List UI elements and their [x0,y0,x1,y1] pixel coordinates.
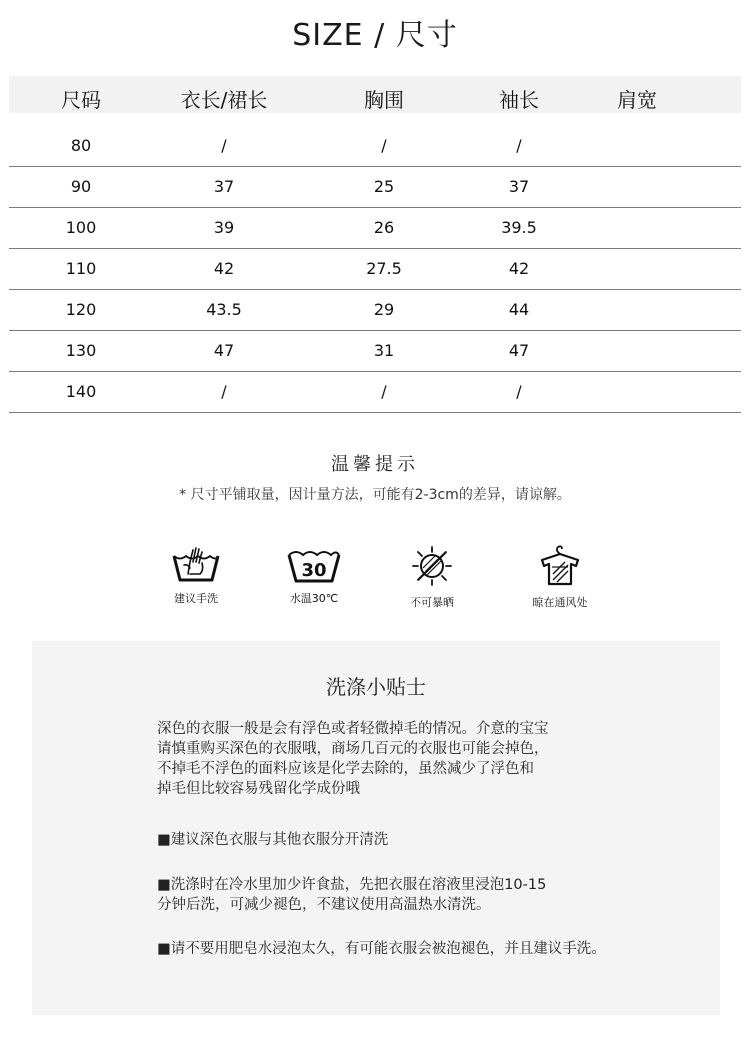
hang-dry-icon [536,544,584,588]
care-hang-dry [505,544,615,610]
wash-30-icon [286,544,342,584]
care-hand-wash [141,544,251,606]
table-cell: 44 [508,300,530,319]
care-label: 建议手洗 [174,592,218,605]
text-line: 掉毛但比较容易残留化学成份哦 [157,781,360,797]
table-cell: 100 [65,218,97,237]
table-cell: 42 [213,259,235,278]
table-cell: 120 [65,300,97,319]
size-table-header [9,76,741,113]
header-size: 尺码 [61,88,101,112]
header-sleeve: 袖长 [499,88,539,112]
table-row [9,208,741,249]
care-label: 水温30℃ [289,592,339,605]
table-cell: 110 [65,259,97,278]
table-cell: 25 [373,177,395,196]
text-line: 深色的衣服一般是会有浮色或者轻微掉毛的情况。介意的宝宝 [157,721,549,737]
table-cell: 47 [213,341,235,360]
table-row [9,126,741,167]
hand-wash-icon [172,544,220,584]
text-line: 不掉毛不浮色的面料应该是化学去除的，虽然减少了浮色和 [157,761,534,777]
care-label: 不可暴晒 [410,596,454,609]
table-cell: 80 [70,136,92,155]
header-length: 衣长/裙长 [180,88,268,112]
table-cell: 29 [373,300,395,319]
header-shoulder: 肩宽 [617,88,657,112]
table-cell: 39 [213,218,235,237]
table-cell: / [516,382,522,401]
table-cell: 27.5 [366,259,402,278]
table-row [9,372,741,413]
table-cell: 42 [508,259,530,278]
washing-paragraph [157,719,697,799]
care-label: 晾在通风处 [532,596,588,609]
table-cell: 37 [508,177,530,196]
table-cell: 43.5 [206,300,242,319]
table-cell: 90 [70,177,92,196]
table-row [9,167,741,208]
header-chest: 胸围 [364,88,404,112]
washing-paragraph [157,939,697,959]
table-cell: / [221,136,227,155]
tips-title: 温馨提示 [331,454,419,475]
table-cell: / [381,382,387,401]
washing-tips-panel [32,641,720,1015]
table-cell: / [381,136,387,155]
page-title: SIZE / 尺寸 [292,18,458,53]
table-cell: 130 [65,341,97,360]
table-cell: / [221,382,227,401]
table-row [9,331,741,372]
no-sun-icon [408,544,456,588]
table-cell: / [516,136,522,155]
table-cell: 37 [213,177,235,196]
table-row [9,290,741,331]
washing-paragraph [157,875,697,915]
table-cell: 140 [65,382,97,401]
wash-temperature: 30 [301,560,327,581]
table-cell: 26 [373,218,395,237]
care-wash-30 [259,544,369,606]
table-cell: 39.5 [501,218,537,237]
text-line: ■请不要用肥皂水浸泡太久，有可能衣服会被泡褪色，并且建议手洗。 [157,941,606,957]
table-cell: 31 [373,341,395,360]
text-line: 请慎重购买深色的衣服哦，商场几百元的衣服也可能会掉色， [157,741,549,757]
text-line: 分钟后洗，可减少褪色，不建议使用高温热水清洗。 [157,897,491,913]
care-no-sun [377,544,487,610]
washing-paragraph [157,830,697,850]
size-table-body [9,126,741,413]
text-line: ■建议深色衣服与其他衣服分开清洗 [157,832,389,848]
washing-tips-title: 洗涤小贴士 [326,675,426,699]
text-line: ■洗涤时在冷水里加少许食盐，先把衣服在溶液里浸泡10-15 [157,877,547,893]
tips-text: * 尺寸平铺取量，因计量方法，可能有2-3cm的差异，请谅解。 [179,487,571,503]
table-cell: 47 [508,341,530,360]
table-row [9,249,741,290]
